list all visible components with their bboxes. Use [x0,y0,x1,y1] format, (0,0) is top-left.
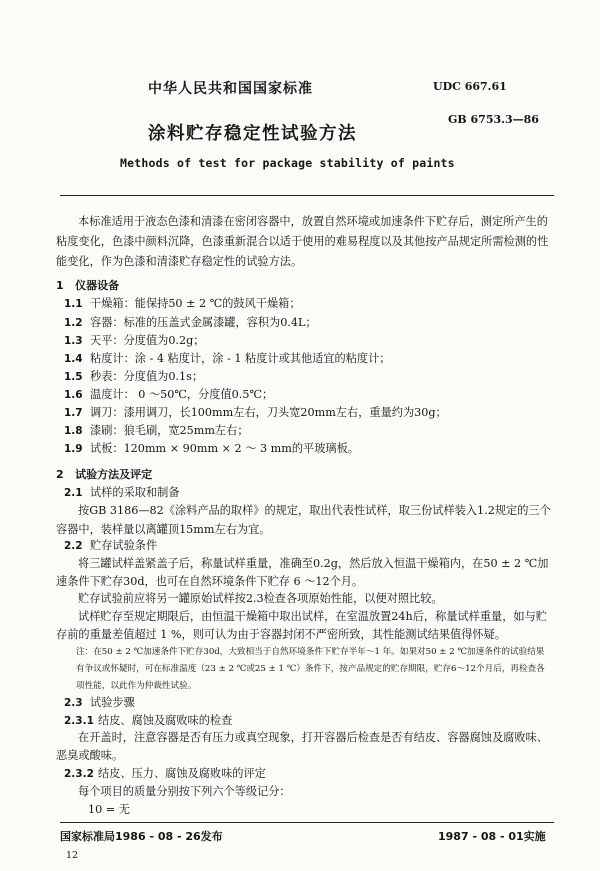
subsection-2-2-para-2: 贮存试验前应将另一罐原始试样按2.3检查各项原始性能，以便对照比较。 [78,592,443,605]
intro-paragraph: 本标准适用于液态色漆和清漆在密闭容器中，放置自然环境或加速条件下贮存后，测定所产生的粘度变化，色漆中颜料沉降，色漆重新混合以适于使用的难易程度以及其他按产品规定所需检测的性能变化，作为色漆和清漆贮存稳定性的试验方法。 [56,215,549,268]
page-subtitle-en: Methods of test for package stability of paints [120,156,455,170]
list-item: 1.4 粘度计：涂 - 4 粘度计，涂 - 1 粘度计或其他适宜的粘度计； [64,352,391,365]
page-number: 12 [66,850,79,861]
grade-item: 10 = 无 [88,803,130,816]
standard-org: 中华人民共和国国家标准 [148,81,313,97]
subsection-2-2-para-1: 将三罐试样盖紧盖子后，称量试样重量，准确至0.2g，然后放入恒温干燥箱内，在50 ± 2 ℃加速条件下贮存30d，也可在自然环境条件下贮存 6 ～12个月。 [56,557,549,588]
subsection-2-3-heading: 2.3 试验步骤 [64,696,135,709]
subsection-2-3-2-heading: 2.3.2 结皮、压力、腐蚀及腐败味的评定 [64,767,266,780]
subsection-2-1-heading: 2.1 试样的采取和制备 [64,486,180,499]
header-rule [60,195,554,196]
subsection-2-2-heading: 2.2 贮存试验条件 [64,539,158,552]
section-2-heading: 2 试验方法及评定 [56,468,153,481]
list-item: 1.1 干燥箱：能保持50 ± 2 ℃的鼓风干燥箱； [64,297,301,310]
list-item: 1.2 容器：标准的压盖式金属漆罐，容积为0.4L； [64,316,317,329]
list-item: 1.5 秒表：分度值为0.1s； [64,370,204,383]
subsection-2-3-2-text: 每个项目的质量分别按下列六个等级记分： [78,785,291,798]
list-item: 1.9 试板：120mm × 90mm × 2 ～ 3 mm的平玻璃板。 [64,442,359,455]
section-1-heading: 1 仪器设备 [56,279,120,292]
list-item: 1.6 温度计： 0 ～50℃，分度值0.5℃； [64,388,274,401]
subsection-2-2-para-3: 试样贮存至规定期限后，由恒温干燥箱中取出试样，在室温放置24h后，称量试样重量，如与贮存前的重量差值超过 1 %，则可认为由于容器封闭不严密所致，其性能测试结果值得怀疑。 [56,610,547,641]
note-text: 注：在50 ± 2 ℃加速条件下贮存30d，大致相当于自然环境条件下贮存半年～1 年。如果对50 ± 2 ℃加速条件的试验结果有争议或怀疑时，可在标准温度（23 ± 2 ℃或25 ± 1 ℃）条件下，按产品规定的贮存期限，贮存6～12个月后，再检查各项性能，以此作为仲裁性试验。 [76,647,545,691]
effective-date: 1987 - 08 - 01实施 [438,830,546,843]
list-item: 1.8 漆刷：狼毛刷，宽25mm左右； [64,424,249,437]
footer-rule [60,822,554,823]
gb-code: GB 6753.3—86 [448,113,539,126]
udc-code: UDC 667.61 [433,80,507,93]
issue-date: 国家标准局1986 - 08 - 26发布 [60,830,223,843]
list-item: 1.7 调刀：漆用调刀，长100mm左右，刀头宽20mm左右，重量约为30g； [64,406,447,419]
page-title: 涂料贮存稳定性试验方法 [148,124,357,144]
subsection-2-3-1-text: 在开盖时，注意容器是否有压力或真空现象，打开容器后检查是否有结皮、容器腐蚀及腐败味、恶臭或酸味。 [56,731,548,762]
subsection-2-3-1-heading: 2.3.1 结皮、腐蚀及腐败味的检查 [64,714,233,727]
list-item: 1.3 天平：分度值为0.2g； [64,334,205,347]
subsection-2-1-text: 按GB 3186—82《涂料产品的取样》的规定，取出代表性试样，取三份试样装入1.2规定的三个容器中，装样量以离罐顶15mm左右为宜。 [56,504,551,536]
